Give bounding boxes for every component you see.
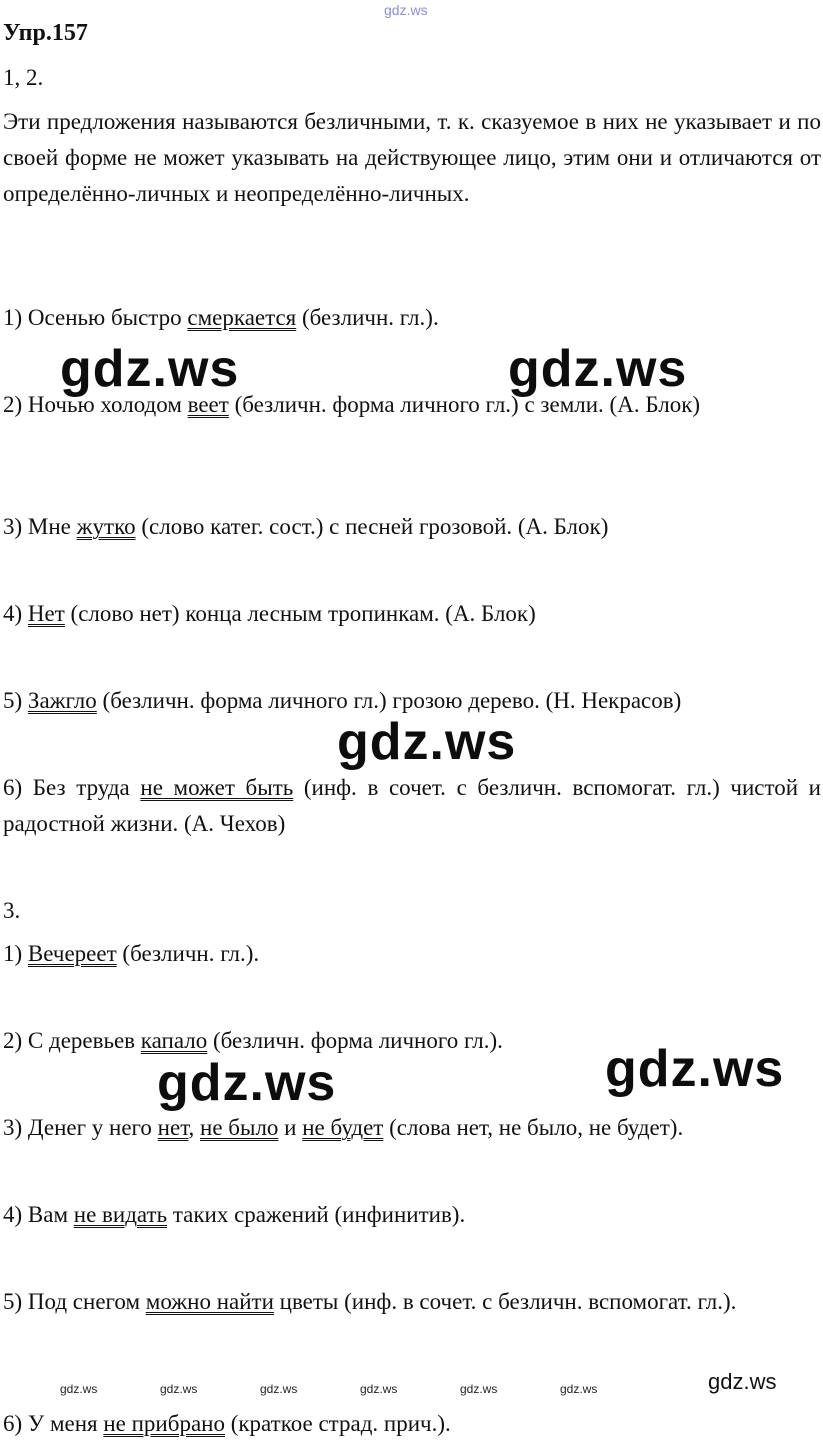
sentence-1-3: 3) Мне жутко (слово катег. сост.) с песней грозовой. (А. Блок) (3, 514, 609, 539)
predicate: нет (157, 1115, 189, 1140)
sentence-1-2: 2) Ночью холодом веет (безличн. форма личного гл.) с земли. (А. Блок) (3, 392, 701, 417)
watermark-large: gdz.ws (60, 340, 240, 398)
sentence-3-2: 2) С деревьев капало (безличн. форма личного гл.). (3, 1028, 503, 1053)
sentence-1-1: 1) Осенью быстро смеркается (безличн. гл.). (3, 305, 439, 330)
predicate: не может быть (140, 775, 294, 800)
watermark-large: gdz.ws (508, 340, 688, 398)
predicate: не видать (73, 1202, 168, 1227)
predicate: смеркается (187, 305, 297, 330)
watermark-small: gdz.ws (260, 1382, 298, 1396)
sentence-3-6: 6) У меня не прибрано (краткое страд. прич.). (3, 1411, 451, 1436)
sentence-3-4: 4) Вам не видать таких сражений (инфинитив). (3, 1202, 466, 1227)
watermark-medium: gdz.ws (708, 1369, 777, 1394)
sentence-1-6: 6) Без труда не может быть (инф. в сочет. с безличн. вспомогат. гл.) чистой и радостной жизни. (А. Чехов) (3, 775, 821, 836)
sentence-1-5: 5) Зажгло (безличн. форма личного гл.) грозою дерево. (Н. Некрасов) (3, 688, 682, 713)
predicate: не будет (302, 1115, 384, 1140)
sentence-3-1: 1) Вечереет (безличн. гл.). (3, 941, 260, 966)
watermark-small: gdz.ws (60, 1382, 98, 1396)
watermark-small: gdz.ws (560, 1382, 598, 1396)
sentence-3-5: 5) Под снегом можно найти цветы (инф. в сочет. с безличн. вспомогат. гл.). (3, 1289, 737, 1314)
predicate: можно найти (145, 1289, 274, 1314)
predicate: веет (187, 392, 229, 417)
sentence-1-4: 4) Нет (слово нет) конца лесным тропинкам. (А. Блок) (3, 601, 536, 626)
watermark-large: gdz.ws (605, 1040, 785, 1098)
predicate: капало (140, 1028, 208, 1053)
sentence-3-3: 3) Денег у него нет, не было и не будет (слова нет, не было, не будет). (3, 1115, 684, 1140)
predicate: не было (200, 1115, 279, 1140)
watermark-small: gdz.ws (160, 1382, 198, 1396)
explanation-paragraph: Эти предложения называются безличными, т. к. сказуемое в них не указывает и по своей форме не может указывать на действующее лицо, этим они и отличаются от определённо-личных и неопределённо-личных. (3, 109, 821, 206)
watermark-large: gdz.ws (337, 713, 517, 771)
predicate: не прибрано (103, 1411, 225, 1436)
predicate: Нет (27, 601, 65, 626)
predicate: жутко (76, 514, 136, 539)
watermark-small: gdz.ws (360, 1382, 398, 1396)
predicate: Зажгло (27, 688, 97, 713)
watermark-small: gdz.ws (460, 1382, 498, 1396)
watermark-large: gdz.ws (157, 1054, 337, 1112)
exercise-title: Упр.157 (3, 20, 88, 46)
section-label-1-2: 1, 2. (3, 65, 44, 90)
section-label-3: 3. (3, 898, 21, 923)
predicate: Вечереет (27, 941, 117, 966)
top-watermark: gdz.ws (384, 2, 428, 18)
